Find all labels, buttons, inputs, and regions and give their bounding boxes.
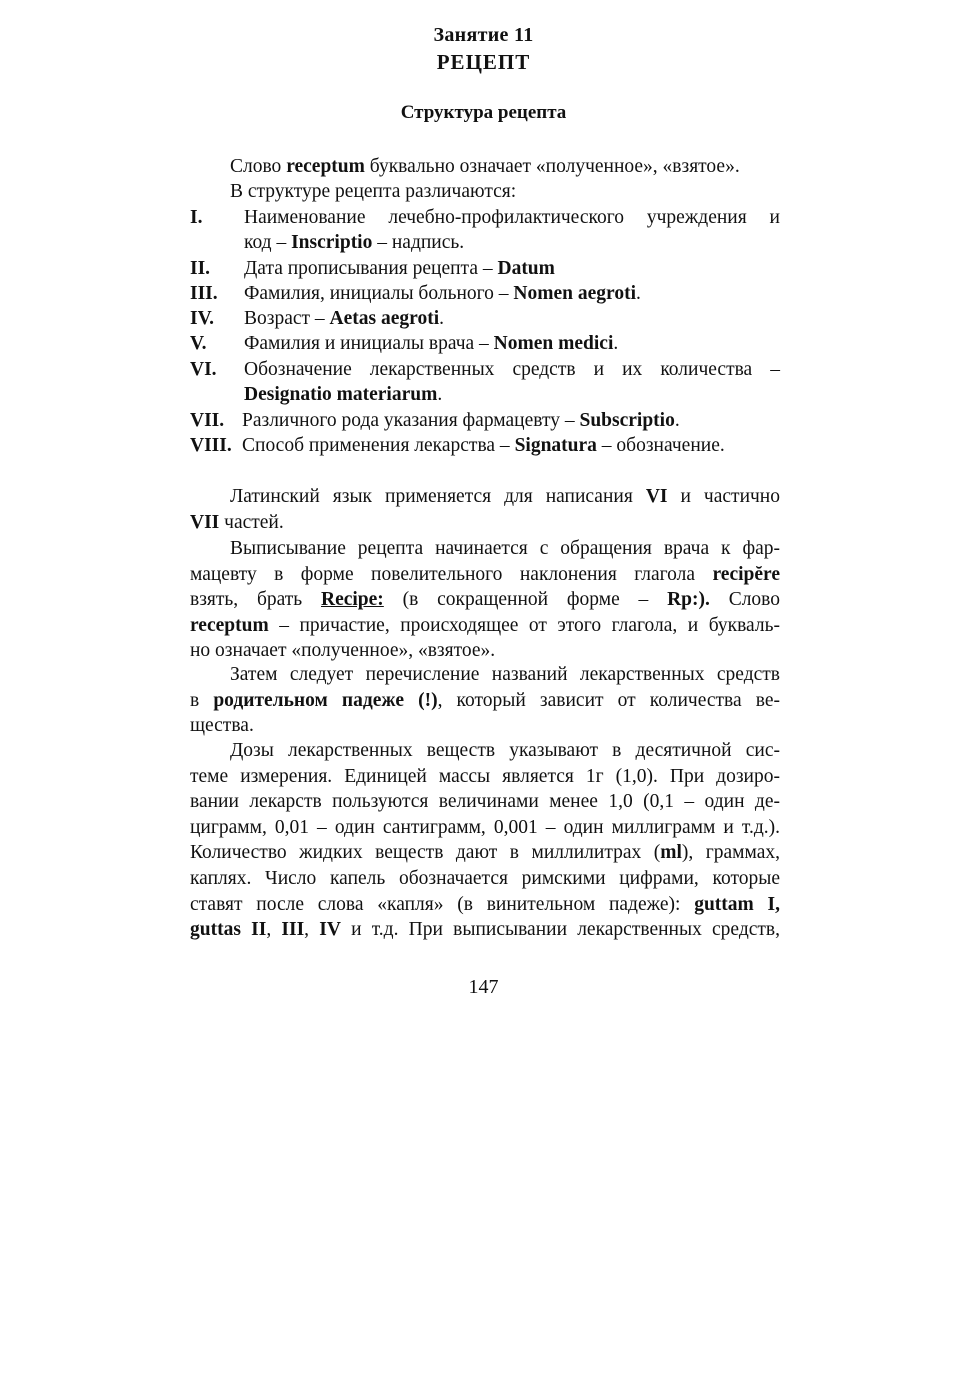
term: Designatio materiarum: [244, 384, 438, 405]
item-text: Фамилия и инициалы врача –: [244, 333, 494, 354]
text: Латинский язык применяется для написания: [230, 486, 646, 507]
paragraph: [190, 484, 780, 535]
text-line: Затем следует перечисление названий лекарственных средств: [230, 664, 780, 685]
item-text: Дата прописывания рецепта –: [244, 258, 498, 279]
term: родительном падеже (!): [213, 689, 438, 711]
paragraph: [190, 536, 780, 664]
text: .: [437, 384, 443, 405]
term: VII: [190, 511, 220, 533]
page-number: 147: [468, 976, 499, 998]
text-line: каплях. Число капель обозначается римскими цифрами, которые: [190, 867, 780, 889]
term: Aetas aegroti: [329, 308, 440, 329]
term: ml: [660, 842, 682, 864]
intro-line-1: [230, 154, 740, 179]
term: Datum: [497, 258, 555, 279]
text: .: [439, 308, 444, 329]
text: .: [636, 283, 641, 304]
lesson-heading: Занятие 11: [433, 24, 534, 46]
text: в: [190, 689, 214, 711]
text: и частично: [667, 486, 780, 507]
list-item-continuation: [244, 230, 780, 255]
item-number: II.: [190, 258, 211, 279]
text: Слово: [709, 589, 780, 611]
paragraph: [190, 662, 780, 739]
item-number: VII.: [190, 410, 225, 431]
text: – обозначение.: [596, 435, 725, 456]
text: частей.: [219, 511, 284, 533]
text-line: Дозы лекарственных веществ указывают в десятичной сис-: [230, 740, 780, 761]
term: Nomen medici: [493, 333, 614, 354]
item-text: Возраст –: [244, 308, 330, 329]
text: код –: [244, 232, 292, 253]
paragraph: [190, 738, 780, 943]
text: мацевту в форме повелительного наклонения глагола: [190, 563, 713, 585]
text: , который зависит от количества ве-: [437, 689, 780, 711]
item-text: Способ применения лекарства –: [242, 435, 515, 456]
item-number: VIII.: [190, 435, 232, 456]
text: (в сокращенной форме –: [383, 589, 668, 611]
section-heading: Структура рецепта: [400, 102, 567, 123]
text-line: циграмм, 0,01 – один сантиграмм, 0,001 – один миллиграмм и т.д.).: [190, 816, 780, 838]
list-item-continuation: [244, 382, 780, 407]
item-text: Обозначение лекарственных средств и их количества –: [244, 359, 780, 380]
item-number: V.: [190, 333, 207, 354]
text-line: но означает «полученное», «взятое».: [190, 640, 496, 662]
term: VI: [645, 486, 668, 507]
text: ), граммах,: [681, 842, 780, 864]
text: взять, брать: [190, 589, 321, 611]
term: Recipe:: [321, 589, 384, 611]
item-text: Фамилия, инициалы больного –: [244, 283, 514, 304]
text: и т.д. При выписывании лекарственных средств,: [340, 919, 780, 941]
text: – причастие, происходящее от этого глагола, и букваль-: [268, 614, 780, 636]
text: Количество жидких веществ дают в миллилитрах (: [190, 842, 661, 864]
term: receptum: [286, 156, 365, 177]
text-line: Выписывание рецепта начинается с обращения врача к фар-: [230, 538, 780, 559]
item-number: I.: [190, 207, 203, 228]
intro-line-2: В структуре рецепта различаются:: [230, 181, 517, 202]
text: ,: [304, 919, 320, 941]
text: .: [674, 410, 680, 431]
term: III: [281, 919, 305, 941]
text: ,: [266, 919, 282, 941]
term: guttas II: [190, 919, 267, 941]
item-text: Наименование лечебно-профилактического учреждения и: [244, 207, 780, 228]
text: ставят после слова «капля» (в винительном падеже):: [190, 893, 695, 915]
term: Subscriptio: [579, 410, 675, 431]
text-line: вании лекарств пользуются величинами менее 1,0 (0,1 – один де-: [190, 791, 780, 813]
term: receptum: [190, 614, 269, 636]
term: Signatura: [514, 435, 597, 456]
text-line: щества.: [190, 715, 254, 737]
text: – надпись.: [372, 232, 465, 253]
text: .: [613, 333, 619, 354]
item-number: VI.: [190, 359, 217, 380]
item-number: IV.: [190, 308, 215, 329]
term: IV: [319, 919, 341, 941]
term: guttam I,: [694, 893, 780, 915]
text: буквально означает «полученное», «взятое».: [364, 156, 740, 177]
page-title: РЕЦЕПТ: [436, 50, 531, 74]
term: recipĕre: [712, 563, 780, 585]
item-number: III.: [190, 283, 218, 304]
term: Nomen aegroti: [513, 283, 636, 304]
term: Rp:).: [667, 589, 710, 611]
term: Inscriptio: [291, 232, 373, 253]
text-line: теме измерения. Единицей массы является 1г (1,0). При дозиро-: [190, 765, 780, 787]
item-text: Различного рода указания фармацевту –: [242, 410, 580, 431]
text: Слово: [230, 156, 287, 177]
